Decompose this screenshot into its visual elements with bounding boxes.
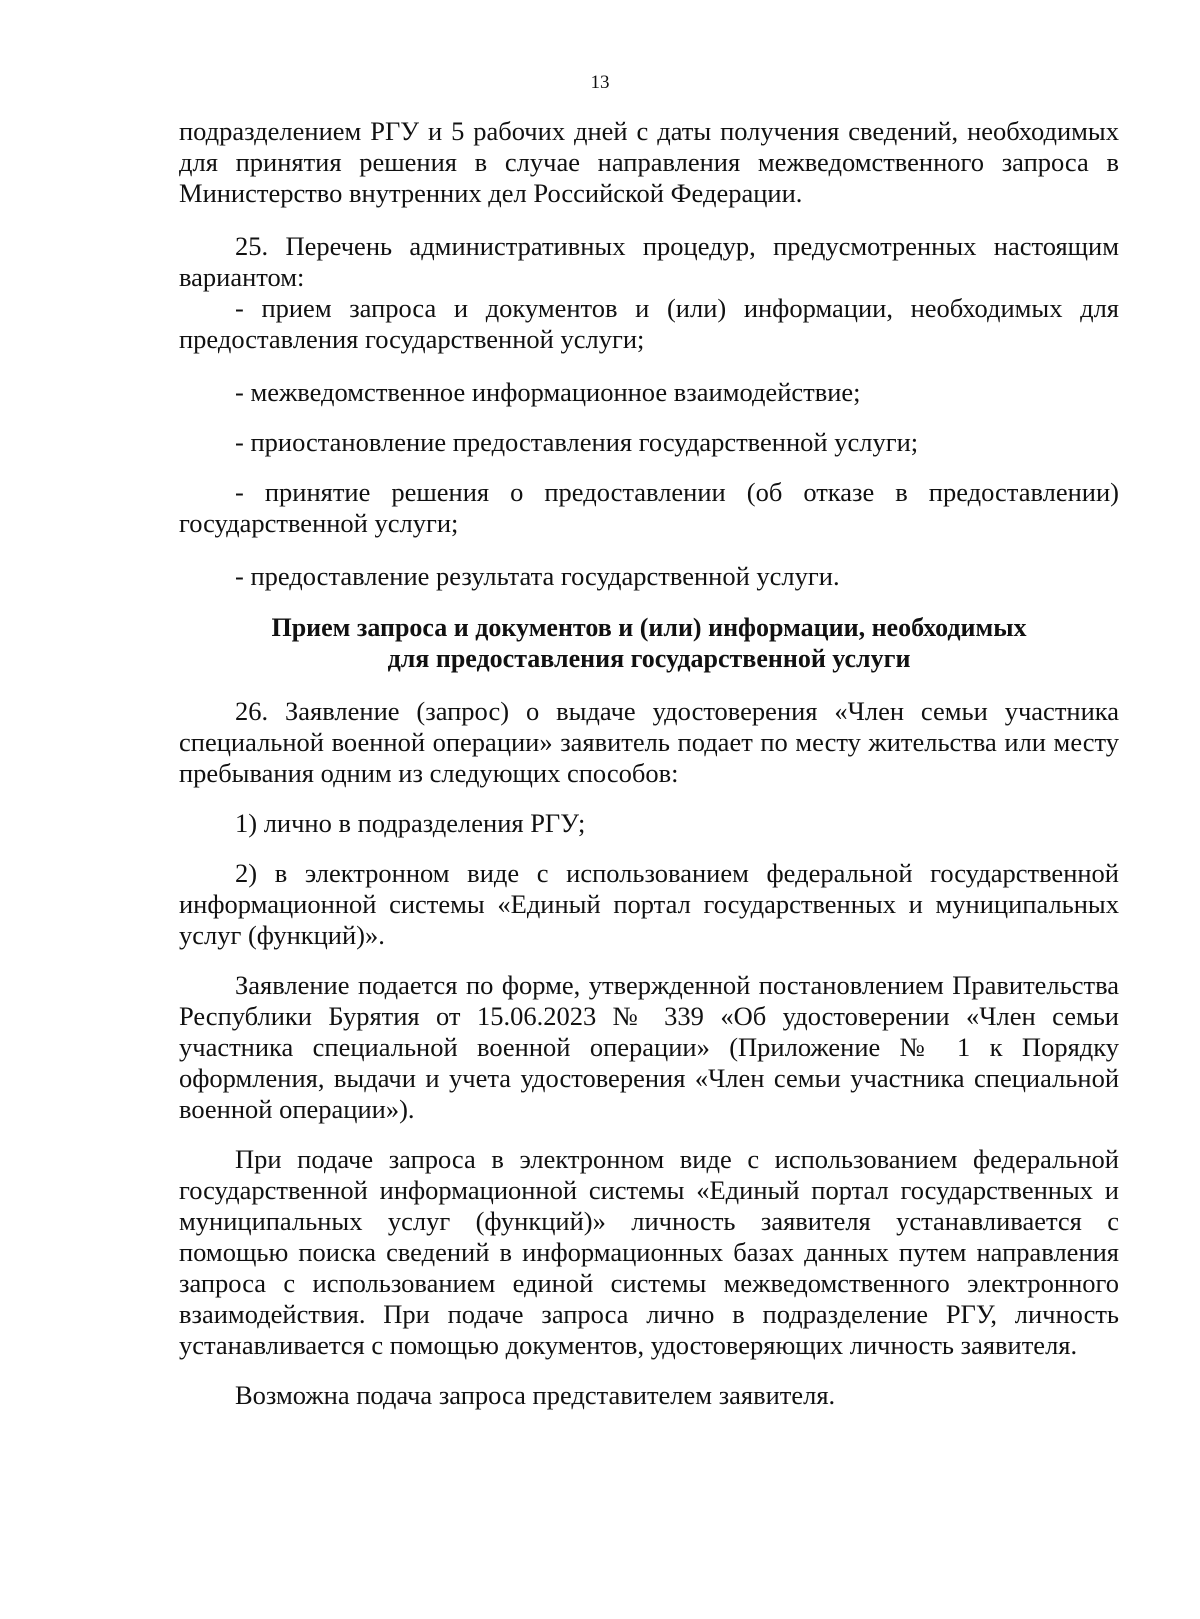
- page-number: 13: [590, 72, 610, 93]
- list-item-decision: - принятие решения о предоставлении (об отказе в предоставлении) государственной услуги;: [179, 477, 1119, 538]
- list-item-result: - предоставление результата государственной услуги.: [235, 561, 840, 591]
- section-heading-line-1: Прием запроса и документов и (или) информации, необходимых: [271, 613, 1027, 642]
- list-item-suspension: - приостановление предоставления государственной услуги;: [235, 427, 919, 457]
- paragraph-continuation: подразделением РГУ и 5 рабочих дней с даты получения сведений, необходимых для принятия решения в случае направления межведомственного запроса в Министерство внутренних дел Российской Федерации.: [179, 116, 1119, 208]
- method-item-2: 2) в электронном виде с использованием федеральной государственной информационной системы «Единый портал государственных и муниципальных услуг (функций)».: [179, 858, 1119, 950]
- section-heading-line-2: для предоставления государственной услуги: [387, 644, 911, 673]
- list-item-interagency: - межведомственное информационное взаимодействие;: [235, 377, 861, 407]
- paragraph-26: 26. Заявление (запрос) о выдаче удостоверения «Член семьи участника специальной военной операции» заявитель подает по месту жительства или месту пребывания одним из следующих способов:: [179, 696, 1119, 788]
- paragraph-25: 25. Перечень административных процедур, предусмотренных настоящим вариантом:: [179, 231, 1119, 292]
- paragraph-application-form: Заявление подается по форме, утвержденной постановлением Правительства Республики Бурятия от 15.06.2023 № 339 «Об удостоверении «Член семьи участника специальной военной операции» (Приложение № 1 к Порядку оформления, выдачи и учета удостоверения «Член семьи участника специальной военной операции»).: [179, 970, 1119, 1124]
- list-item-reception: - прием запроса и документов и (или) информации, необходимых для предоставления государственной услуги;: [179, 293, 1119, 354]
- document-body: [179, 116, 1119, 1411]
- paragraph-identity-verification: При подаче запроса в электронном виде с использованием федеральной государственной информационной системы «Единый портал государственных и муниципальных услуг (функций)» личность заявителя устанавливается с помощью поиска сведений в информационных базах данных путем направления запроса с использованием единой системы межведомственного электронного взаимодействия. При подаче запроса лично в подразделение РГУ, личность устанавливается с помощью документов, удостоверяющих личность заявителя.: [179, 1144, 1119, 1360]
- paragraph-representative: Возможна подача запроса представителем заявителя.: [235, 1380, 836, 1410]
- section-heading: [179, 612, 1119, 674]
- method-item-1: 1) лично в подразделения РГУ;: [235, 808, 586, 838]
